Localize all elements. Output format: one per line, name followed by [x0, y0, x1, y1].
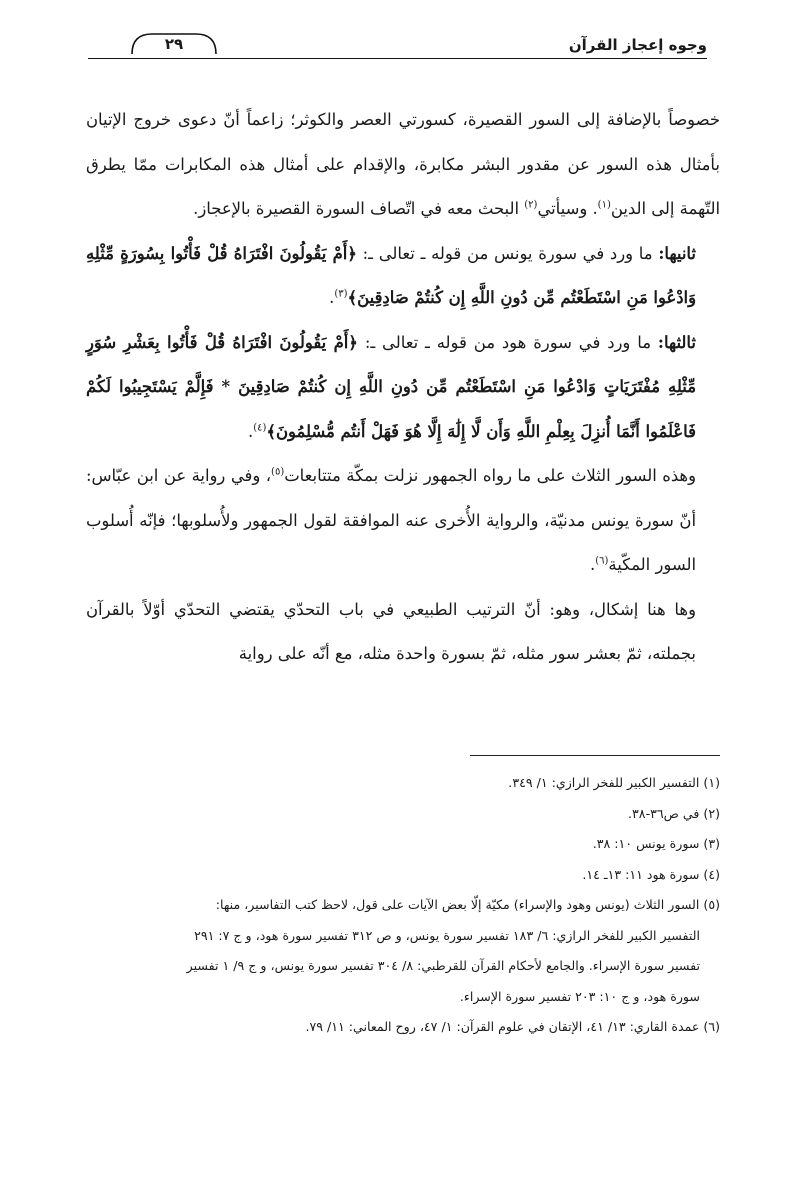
quran-verse: ﴿أَمْ يَقُولُونَ افْتَرَاهُ قُلْ فَأْتُوا بِسُورَةٍ مِّثْلِهِ وَادْعُوا مَنِ اسْتَطَعْتُم مِّن دُونِ اللَّهِ إِن كُنتُمْ صَادِقِينَ﴾ [86, 243, 696, 307]
footnote-3: (٣) سورة يونس ١٠: ٣٨. [592, 836, 720, 851]
paragraph-5: وها هنا إشكال، وهو: أنّ الترتيب الطبيعي في باب التحدّي يقتضي التحدّي أوّلاً بالقرآن بجملته، ثمّ بعشر سور مثله، ثمّ بسورة واحدة مثله، مع أنّه على رواية [86, 599, 696, 663]
paragraph-1: خصوصاً بالإضافة إلى السور القصيرة، كسورتي العصر والكوثر؛ زاعماً أنّ دعوى خروج الإتيان بأمثال هذه السور عن مقدور البشر مكابرة، والإقدام على أمثال هذه المكابرات ممّا يطرق التّهمة إلى الدين$^{(١)}$. وسيأتي$^{(٢)}$ البحث معه في اتّصاف السورة القصيرة بالإعجاز. [86, 110, 720, 218]
footnote-ref: (١) [597, 199, 611, 211]
page-number: ٢٩ [164, 35, 184, 53]
footnote-ref: (٥) [271, 466, 285, 478]
header-rule [88, 58, 707, 59]
footnote-6: (٦) عمدة القاري: ١٣/ ٤١، الإتقان في علوم القرآن: ١/ ٤٧، روح المعاني: ١١/ ٧٩. [305, 1019, 720, 1034]
footnote-ref: (٦) [595, 555, 609, 567]
running-title: وجوه إعجاز القرآن [568, 36, 707, 54]
paragraph-3: ثالثها: ما ورد في سورة هود من قوله ـ تعالى ـ: ﴿أَمْ يَقُولُونَ افْتَرَاهُ قُلْ فَأْتُوا بِعَشْرِ سُوَرٍ مِّثْلِهِ مُفْتَرَيَاتٍ وَادْعُوا مَنِ اسْتَطَعْتُم مِّن دُونِ اللَّهِ إِن كُنتُمْ صَادِقِينَ * فَإِلَّمْ يَسْتَجِيبُوا لَكُمْ فَاعْلَمُوا أَنَّمَا أُنزِلَ بِعِلْمِ اللَّهِ وَأَن لَّا إِلَٰهَ إِلَّا هُوَ فَهَلْ أَنتُم مُّسْلِمُونَ﴾$^{(٤)}$. [86, 332, 696, 441]
footnote-5-line-2: التفسير الكبير للفخر الرازي: ٦/ ١٨٣ تفسير سورة يونس، و ص ٣١٢ تفسير سورة هود، و ج ٧: ٢٩١ [194, 927, 700, 943]
footnote-2: (٢) في ص٣٦-٣٨. [628, 805, 720, 821]
paragraph-2: ثانيها: ما ورد في سورة يونس من قوله ـ تعالى ـ: ﴿أَمْ يَقُولُونَ افْتَرَاهُ قُلْ فَأْتُوا بِسُورَةٍ مِّثْلِهِ وَادْعُوا مَنِ اسْتَطَعْتُم مِّن دُونِ اللَّهِ إِن كُنتُمْ صَادِقِينَ﴾$^{(٣)}$. [86, 243, 696, 307]
footnote-5-line-3: تفسير سورة الإسراء. والجامع لأحكام القرآن للقرطبي: ٨/ ٣٠٤ تفسير سورة يونس، و ج ٩/ ١ تفسير [186, 958, 700, 973]
page-header [88, 30, 707, 64]
main-text [86, 98, 720, 677]
footnote-5-line-4: سورة هود، و ج ١٠: ٢٠٣ تفسير سورة الإسراء. [459, 988, 700, 1004]
footnote-4: (٤) سورة هود ١١: ١٣ـ ١٤. [582, 866, 720, 882]
page-number-badge [128, 32, 220, 56]
footnotes [86, 768, 720, 1043]
paragraph-4: وهذه السور الثلاث على ما رواه الجمهور نزلت بمكّة متتابعات$^{(٥)}$، وفي رواية عن ابن عبّاس: أنّ سورة يونس مدنيّة، والرواية الأُخرى عنه الموافقة لقول الجمهور ولأُسلوبها؛ فإنّه أُسلوب السور المكّية$^{(٦)}$. [86, 466, 696, 574]
paragraph-lead: ثانيها: [658, 243, 696, 263]
footnote-1: (١) التفسير الكبير للفخر الرازي: ١/ ٣٤٩. [508, 775, 720, 790]
quran-verse: ﴿أَمْ يَقُولُونَ افْتَرَاهُ قُلْ فَأْتُوا بِعَشْرِ سُوَرٍ مِّثْلِهِ مُفْتَرَيَاتٍ وَادْعُوا مَنِ اسْتَطَعْتُم مِّن دُونِ اللَّهِ إِن كُنتُمْ صَادِقِينَ * فَإِلَّمْ يَسْتَجِيبُوا لَكُمْ فَاعْلَمُوا أَنَّمَا أُنزِلَ بِعِلْمِ اللَّهِ وَأَن لَّا إِلَٰهَ إِلَّا هُوَ فَهَلْ أَنتُم مُّسْلِمُونَ﴾ [86, 332, 696, 441]
footnote-ref: (٣) [334, 288, 348, 300]
footnote-ref: (٤) [253, 422, 267, 434]
paragraph-lead: ثالثها: [657, 332, 696, 352]
footnote-separator [470, 755, 720, 756]
footnote-ref: (٢) [524, 199, 538, 211]
footnote-5: (٥) السور الثلاث (يونس وهود والإسراء) مكيّة إلّا بعض الآيات على قول، لاحظ كتب التفاسير، منها: [215, 897, 720, 912]
